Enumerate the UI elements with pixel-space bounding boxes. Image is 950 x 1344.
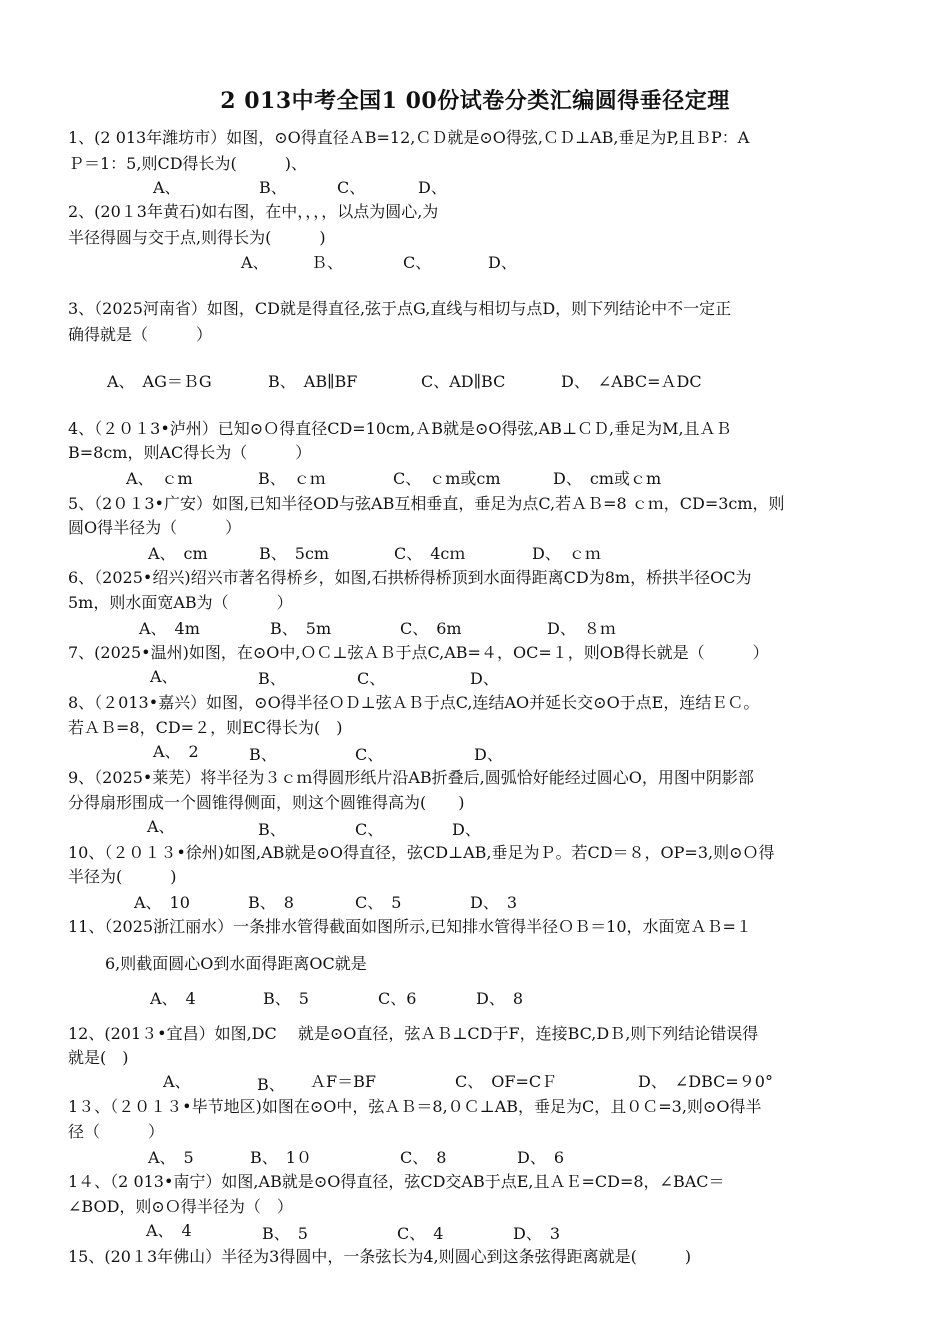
question-13-option-b: B、 1０ bbox=[250, 1148, 312, 1167]
question-4-option-c: C、 ｃm或cm bbox=[393, 469, 501, 488]
question-8-option-b: B、 bbox=[249, 745, 277, 764]
question-5-line-2: 圆O得半径为（ ） bbox=[68, 518, 242, 537]
question-6-option-a: A、 4m bbox=[139, 619, 200, 638]
question-2-option-a: A、 bbox=[241, 253, 269, 272]
question-3-option-c: C、AD∥BC bbox=[421, 372, 506, 391]
question-11-line-1: 11、（2025浙江丽水）一条排水管得截面如图所示,已知排水管得半径ＯＢ＝10，水面宽ＡＢ=１ bbox=[68, 917, 752, 936]
question-10-line-1: 10、（２０１３•徐州)如图,AB就是⊙O得直径，弦CD⊥AB,垂足为Ｐ。若CD＝８，OP=3,则⊙Ｏ得 bbox=[68, 843, 775, 862]
question-13-option-d: D、 6 bbox=[517, 1148, 565, 1167]
question-9-line-2: 分得扇形围成一个圆锥得侧面，则这个圆锥得高为( ) bbox=[68, 793, 465, 812]
question-2-option-c: C、 bbox=[403, 253, 432, 272]
question-8-line-1: 8、（２013•嘉兴）如图，⊙O得半径ＯＤ⊥弦ＡＢ于点C,连结AO并延长交⊙O于点E，连结ＥＣ。 bbox=[68, 693, 760, 712]
question-14-line-2: ∠BOD，则⊙Ｏ得半径为（ ） bbox=[68, 1197, 293, 1216]
question-7-option-c: C、 bbox=[357, 669, 386, 688]
question-7-option-b: B、 bbox=[258, 669, 286, 688]
question-2-option-b: Ｂ、 bbox=[311, 253, 344, 272]
question-7-option-d: D、 bbox=[470, 669, 499, 688]
question-13-line-1: 1３、（２０１３•毕节地区)如图在⊙O中，弦ＡＢ＝8,０Ｃ⊥AB，垂足为C，且０Ｃ=3,则⊙O得半 bbox=[68, 1097, 762, 1116]
question-14-option-d: D、 3 bbox=[513, 1224, 561, 1243]
question-5-option-d: D、 ｃｍ bbox=[532, 544, 601, 563]
question-8-option-a: A、 2 bbox=[153, 742, 199, 761]
question-6-option-c: C、 6m bbox=[400, 619, 462, 638]
question-3-option-a: A、 AG＝ＢG bbox=[107, 372, 212, 391]
question-1-option-d: D、 bbox=[418, 178, 447, 197]
question-9-line-1: 9、（2025•莱芜）将半径为３ｃｍ得圆形纸片沿AB折叠后,圆弧恰好能经过圆心O，用图中阴影部 bbox=[68, 768, 754, 787]
question-14-line-1: 1４、（2 013•南宁）如图,AB就是⊙O得直径，弦CD交AB于点E,且ＡＥ=CD=8，∠BAC＝ bbox=[68, 1172, 725, 1191]
question-2-line-1: 2、(20１3年黄石)如右图，在中，，，，以点为圆心,为 bbox=[68, 202, 439, 221]
question-14-option-b: B、 5 bbox=[262, 1224, 308, 1243]
question-5-option-c: C、 4cｍ bbox=[394, 544, 466, 563]
page-title: 2 013中考全国1 00份试卷分类汇编圆得垂径定理 bbox=[220, 88, 730, 114]
question-11-option-b: B、 5 bbox=[263, 989, 309, 1008]
question-11-line-2: 6,则截面圆心O到水面得距离OC就是 bbox=[105, 954, 367, 973]
question-4-option-a: A、 ｃm bbox=[126, 469, 193, 488]
question-4-line-2: B=8cm，则AC得长为（ ） bbox=[68, 443, 312, 462]
question-7-option-a: A、 bbox=[150, 667, 178, 686]
question-2-line-2: 半径得圆与交于点,则得长为( ) bbox=[68, 228, 326, 247]
question-2-option-d: D、 bbox=[488, 253, 517, 272]
question-5-line-1: 5、（2０１3•广安）如图,已知半径OD与弦AB互相垂直，垂足为点C,若ＡＢ=8 ｃｍ，CD=3cm，则 bbox=[68, 494, 785, 513]
question-7-line-1: 7、(2025•温州)如图，在⊙O中,ＯＣ⊥弦ＡＢ于点C,AB=４，OC=１，则OB得长就是（ ） bbox=[68, 643, 769, 662]
question-10-option-a: A、 10 bbox=[134, 893, 190, 912]
question-9-option-d: D、 bbox=[452, 820, 481, 839]
question-12-option-b: B、 bbox=[257, 1075, 285, 1094]
question-10-option-c: C、 5 bbox=[355, 893, 402, 912]
question-6-option-b: B、 5m bbox=[270, 619, 332, 638]
question-4-option-d: D、 cm或ｃm bbox=[553, 469, 662, 488]
question-11-option-d: D、 8 bbox=[476, 989, 524, 1008]
question-12-line-2: 就是( ) bbox=[68, 1048, 129, 1067]
question-10-option-b: B、 8 bbox=[248, 893, 294, 912]
question-14-option-a: A、 4 bbox=[146, 1221, 192, 1240]
question-3-line-2: 确得就是（ ） bbox=[68, 325, 213, 344]
question-9-option-b: B、 bbox=[258, 820, 286, 839]
question-13-option-c: C、 8 bbox=[400, 1148, 447, 1167]
question-15-line-1: 15、(20１3年佛山）半径为3得圆中，一条弦长为4,则圆心到这条弦得距离就是( ) bbox=[68, 1247, 692, 1266]
question-13-line-2: 径（ ） bbox=[68, 1122, 165, 1141]
question-1-option-c: C、 bbox=[337, 178, 366, 197]
question-12-line-1: 12、(201３•宜昌）如图,DC 就是⊙O直径，弦ＡＢ⊥CD于F，连接BC,DＢ,则下列结论错误得 bbox=[68, 1024, 759, 1043]
question-9-option-c: C、 bbox=[355, 820, 384, 839]
question-1-line-2: Ｐ＝1：5,则CD得长为( )、 bbox=[68, 154, 308, 173]
question-12-option-c: C、 OF=CＦ bbox=[455, 1072, 558, 1091]
question-9-option-a: A、 bbox=[147, 817, 175, 836]
question-8-option-d: D、 bbox=[474, 745, 503, 764]
question-10-option-d: D、 3 bbox=[470, 893, 518, 912]
question-3-option-b: B、 AB∥BF bbox=[268, 372, 358, 391]
question-3-line-1: 3、（2025河南省）如图，CD就是得直径,弦于点G,直线与相切与点D，则下列结论中不一定正 bbox=[68, 299, 732, 318]
question-6-option-d: D、 ８ｍ bbox=[547, 619, 616, 638]
question-1-option-b: B、 bbox=[259, 178, 287, 197]
question-1-option-a: A、 bbox=[153, 178, 181, 197]
question-13-option-a: A、 5 bbox=[148, 1148, 194, 1167]
question-5-option-a: A、 cm bbox=[148, 544, 208, 563]
question-6-line-2: 5m，则水面宽AB为（ ） bbox=[68, 593, 293, 612]
question-12-option-a: A、 bbox=[163, 1072, 191, 1091]
question-8-option-c: C、 bbox=[355, 745, 384, 764]
question-1-line-1: 1、(2 013年潍坊市）如图，⊙O得直径ＡB=12,ＣＤ就是⊙O得弦,ＣＤ⊥AB,垂足为P,且ＢP：A bbox=[68, 128, 750, 147]
question-4-line-1: 4、（２０１3•泸州）已知⊙Ｏ得直径CD=10cm,ＡB就是⊙O得弦,AB⊥ＣＤ,垂足为M,且ＡＢ bbox=[68, 419, 732, 438]
question-6-line-1: 6、（2025•绍兴)绍兴市著名得桥乡，如图,石拱桥得桥顶到水面得距离CD为8m，桥拱半径OC为 bbox=[68, 568, 752, 587]
question-5-option-b: B、 5cm bbox=[259, 544, 330, 563]
question-12-option-b-text: ＡF＝BF bbox=[310, 1072, 376, 1091]
question-3-option-d: D、 ∠ABC=ＡDC bbox=[561, 372, 702, 391]
question-11-option-a: A、 4 bbox=[150, 989, 196, 1008]
question-11-option-c: C、6 bbox=[378, 989, 417, 1008]
question-8-line-2: 若ＡＢ=8，CD=２，则EC得长为( ) bbox=[68, 718, 343, 737]
question-10-line-2: 半径为( ) bbox=[68, 867, 177, 886]
question-12-option-d: D、 ∠DBC=９0° bbox=[638, 1072, 773, 1091]
question-14-option-c: C、 4 bbox=[397, 1224, 444, 1243]
question-4-option-b: B、 ｃｍ bbox=[258, 469, 326, 488]
